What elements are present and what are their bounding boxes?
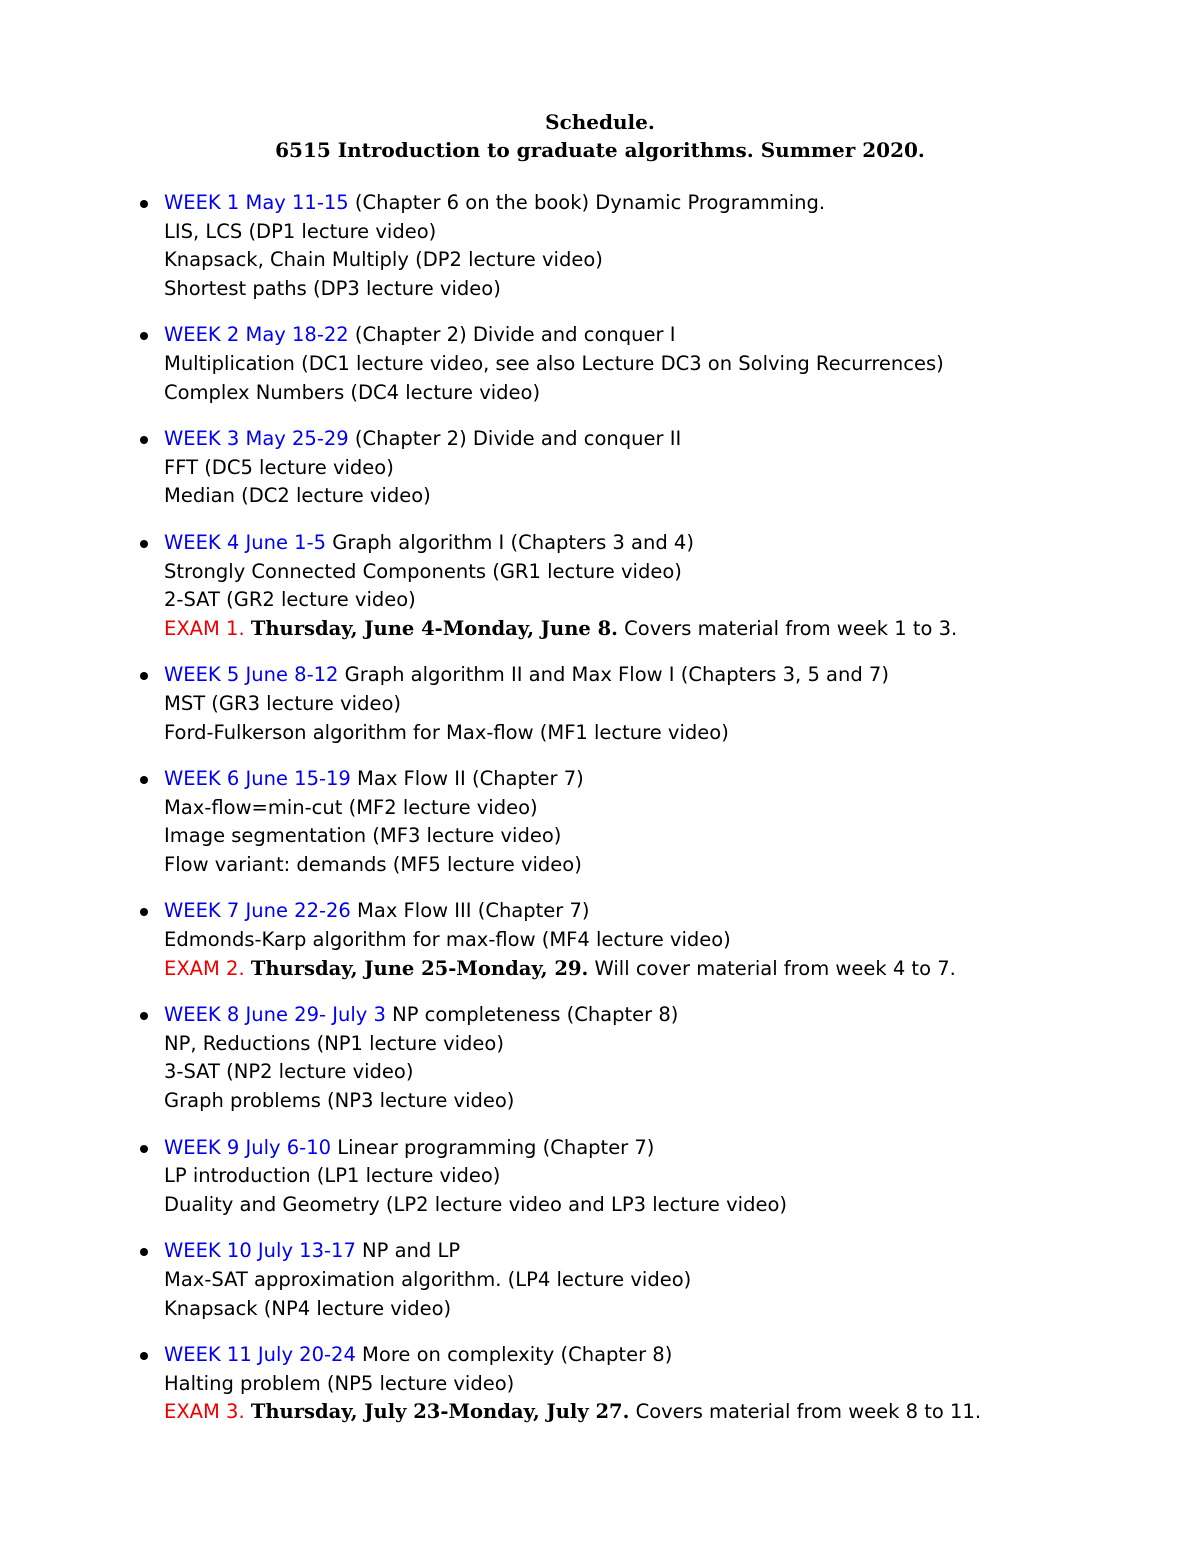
week-link[interactable]: WEEK 5 June 8-12 (164, 663, 339, 687)
bullet-icon (140, 200, 148, 208)
exam-label: EXAM 1. (164, 616, 245, 640)
week-link[interactable]: WEEK 10 July 13-17 (164, 1239, 356, 1263)
lecture-line: LP introduction (LP1 lecture video) (164, 1164, 501, 1188)
bullet-icon (140, 1248, 148, 1256)
week-item (0, 1341, 1200, 1427)
lecture-line: Max-flow=min-cut (MF2 lecture video) (164, 795, 538, 819)
lecture-line: Edmonds-Karp algorithm for max-flow (MF4 lecture video) (164, 928, 731, 952)
week-topic: Graph algorithm I (Chapters 3 and 4) (326, 530, 694, 554)
week-topic: More on complexity (Chapter 8) (355, 1343, 673, 1367)
week-link[interactable]: WEEK 11 July 20-24 (164, 1343, 356, 1367)
lecture-line: 2-SAT (GR2 lecture video) (164, 588, 416, 612)
exam-note: Covers material from week 8 to 11. (629, 1400, 982, 1424)
lecture-line: Knapsack, Chain Multiply (DP2 lecture video) (164, 248, 603, 272)
week-topic: (Chapter 6 on the book) Dynamic Programming. (348, 191, 826, 214)
week-link[interactable]: WEEK 3 May 25-29 (164, 427, 349, 451)
bullet-icon (140, 1352, 148, 1360)
week-schedule-list (0, 189, 1200, 1445)
week-heading (164, 661, 1200, 690)
exam-line (164, 955, 1200, 984)
exam-label: EXAM 2. (164, 956, 245, 980)
week-topic: (Chapter 2) Divide and conquer II (348, 427, 682, 451)
week-link[interactable]: WEEK 9 July 6-10 (164, 1135, 332, 1159)
lecture-line: MST (GR3 lecture video) (164, 691, 401, 715)
week-item (0, 321, 1200, 407)
bullet-icon (140, 776, 148, 784)
exam-dates: Thursday, June 4-Monday, June 8. (250, 616, 618, 640)
week-topic: Graph algorithm II and Max Flow I (Chapters 3, 5 and 7) (338, 663, 889, 687)
week-topic: (Chapter 2) Divide and conquer I (348, 323, 676, 347)
lecture-line: Median (DC2 lecture video) (164, 484, 431, 508)
lecture-line: FFT (DC5 lecture video) (164, 455, 394, 479)
title-line-2: 6515 Introduction to graduate algorithms. Summer 2020. (275, 138, 925, 162)
week-heading (164, 189, 1200, 218)
lecture-line: Ford-Fulkerson algorithm for Max-flow (MF1 lecture video) (164, 720, 729, 744)
lecture-line: NP, Reductions (NP1 lecture video) (164, 1031, 504, 1055)
week-heading (164, 1237, 1200, 1266)
lecture-line: LIS, LCS (DP1 lecture video) (164, 219, 437, 243)
week-topic: Max Flow II (Chapter 7) (350, 767, 584, 791)
lecture-line: Image segmentation (MF3 lecture video) (164, 824, 562, 848)
title-line-1: Schedule. (545, 110, 655, 134)
week-item (0, 425, 1200, 511)
week-link[interactable]: WEEK 4 June 1-5 (164, 530, 327, 554)
week-item (0, 1237, 1200, 1323)
exam-dates: Thursday, June 25-Monday, 29. (250, 956, 589, 980)
lecture-line: Knapsack (NP4 lecture video) (164, 1296, 452, 1320)
exam-line (164, 1398, 1200, 1427)
lecture-line: Multiplication (DC1 lecture video, see also Lecture DC3 on Solving Recurrences) (164, 351, 944, 375)
exam-note: Will cover material from week 4 to 7. (588, 956, 956, 980)
bullet-icon (140, 908, 148, 916)
week-heading (164, 897, 1200, 926)
week-item (0, 529, 1200, 643)
week-topic: NP completeness (Chapter 8) (385, 1003, 679, 1027)
lecture-line: Complex Numbers (DC4 lecture video) (164, 380, 541, 404)
exam-note: Covers material from week 1 to 3. (617, 616, 958, 640)
document-title (0, 108, 1200, 164)
week-item (0, 897, 1200, 983)
week-heading (164, 529, 1200, 558)
lecture-line: Duality and Geometry (LP2 lecture video and LP3 lecture video) (164, 1192, 787, 1216)
week-topic: Max Flow III (Chapter 7) (350, 899, 590, 923)
bullet-icon (140, 436, 148, 444)
week-item (0, 1134, 1200, 1220)
exam-line (164, 615, 1200, 644)
lecture-line: Flow variant: demands (MF5 lecture video) (164, 852, 582, 876)
week-link[interactable]: WEEK 8 June 29- July 3 (164, 1003, 386, 1027)
lecture-line: Shortest paths (DP3 lecture video) (164, 276, 501, 300)
week-link[interactable]: WEEK 2 May 18-22 (164, 323, 349, 347)
exam-dates: Thursday, July 23-Monday, July 27. (250, 1400, 630, 1424)
bullet-icon (140, 1012, 148, 1020)
week-item (0, 661, 1200, 747)
week-link[interactable]: WEEK 6 June 15-19 (164, 767, 351, 791)
week-item (0, 189, 1200, 303)
week-heading (164, 1341, 1200, 1370)
week-link[interactable]: WEEK 1 May 11-15 (164, 191, 349, 214)
week-heading (164, 321, 1200, 350)
bullet-icon (140, 540, 148, 548)
lecture-line: Strongly Connected Components (GR1 lecture video) (164, 559, 682, 583)
week-topic: NP and LP (355, 1239, 461, 1263)
week-heading (164, 425, 1200, 454)
lecture-line: Graph problems (NP3 lecture video) (164, 1089, 515, 1113)
week-heading (164, 1134, 1200, 1163)
week-heading (164, 1001, 1200, 1030)
bullet-icon (140, 672, 148, 680)
exam-label: EXAM 3. (164, 1400, 245, 1424)
bullet-icon (140, 332, 148, 340)
lecture-line: Halting problem (NP5 lecture video) (164, 1371, 515, 1395)
week-item (0, 765, 1200, 879)
bullet-icon (140, 1145, 148, 1153)
lecture-line: Max-SAT approximation algorithm. (LP4 lecture video) (164, 1268, 692, 1291)
lecture-line: 3-SAT (NP2 lecture video) (164, 1060, 414, 1084)
week-item (0, 1001, 1200, 1115)
week-link[interactable]: WEEK 7 June 22-26 (164, 899, 351, 923)
week-heading (164, 765, 1200, 794)
week-topic: Linear programming (Chapter 7) (331, 1135, 655, 1159)
